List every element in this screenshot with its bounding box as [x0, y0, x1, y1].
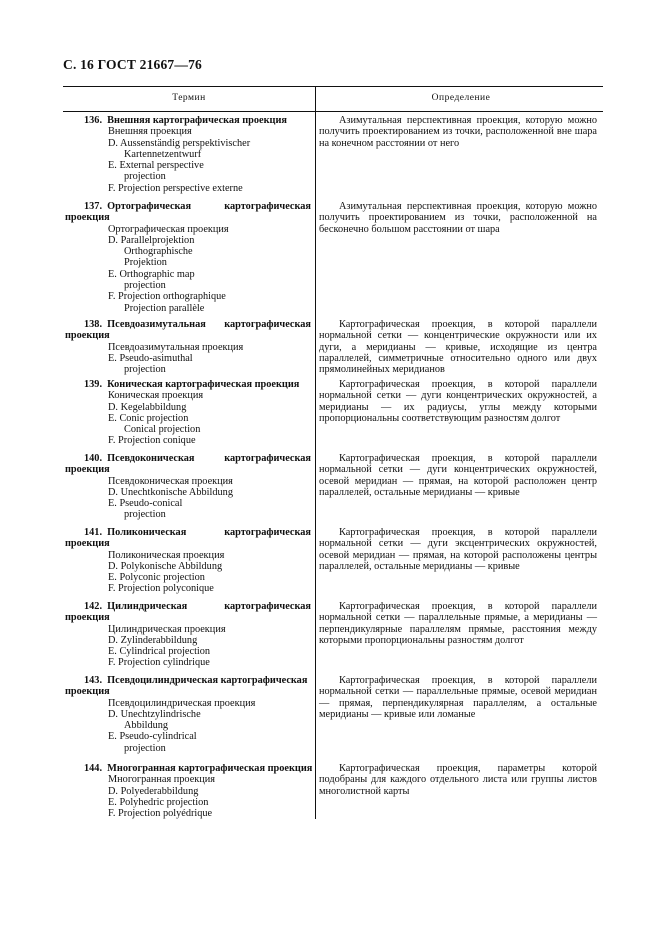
term-synonym-line: Внешняя проекция [108, 126, 192, 138]
term-title-part: 141. Поликоническая [84, 527, 187, 538]
definition-text: Картографическая проекция, в которой параллели нормальной сетки — параллельные прямые, а меридианы — перпендикулярные параллелям прямые, расстояния между которыми пропорциональны разностям долгот [319, 601, 597, 646]
term-column [65, 601, 311, 669]
term-synonym-line: Поликоническая проекция [108, 549, 225, 561]
definition-text: Азимутальная перспективная проекция, которую можно получить проектированием из точки, расположенной вне шара на конечном расстоянии от него [319, 115, 597, 149]
term-synonym-line: Projektion [124, 257, 167, 269]
term-title-part: 142. Цилиндрическая [84, 601, 188, 612]
term-column [65, 453, 311, 521]
term-title [65, 527, 311, 538]
table-header-rule [63, 111, 603, 112]
term-title [65, 453, 311, 464]
term-title-part: 138. Псевдоазимутальная [84, 319, 206, 330]
term-synonym-line: E. Polyconic projection [108, 572, 205, 584]
term-title: 144. Многогранная картографическая проекция [84, 763, 313, 774]
term-title [65, 201, 311, 212]
term-synonym-line: F. Projection polyédrique [108, 808, 213, 820]
definition-text: Картографическая проекция, в которой параллели нормальной сетки — дуги концентрических окружностей, а меридианы — их радиусы, углы между которыми пропорциональны соответствующим разностям долгот [319, 379, 597, 424]
term-synonym-line: D. Parallelprojektion [108, 234, 195, 246]
term-title-part: картографическая [224, 319, 311, 330]
term-title-part: картографическая [224, 527, 311, 538]
term-title-continuation: проекция [65, 464, 110, 476]
term-synonym-line: D. Unechtzylindrische [108, 708, 201, 720]
term-title: 139. Коническая картографическая проекция [84, 379, 300, 390]
term-synonym-line: D. Kegelabbildung [108, 401, 187, 413]
term-synonym-line: projection [124, 509, 166, 521]
term-synonym-line: projection [124, 364, 166, 376]
column-header-term: Термин [172, 93, 206, 103]
column-divider [315, 86, 316, 819]
definition-text: Картографическая проекция, параметры которой подобраны для каждого отдельного листа или группы листов многолистной карты [319, 763, 597, 797]
term-title-part: 140. Псевдоконическая [84, 453, 195, 464]
term-title-continuation: проекция [65, 612, 110, 624]
term-synonym-line: D. Unechtkonische Abbildung [108, 486, 233, 498]
term-synonym-line: Псевдоцилиндрическая проекция [108, 697, 256, 709]
term-synonym-line: F. Projection perspective externe [108, 182, 243, 194]
term-synonym-line: Orthographische [124, 246, 193, 258]
term-column [65, 675, 311, 754]
term-column [65, 115, 311, 194]
term-synonym-line: E. Pseudo-cylindrical [108, 731, 197, 743]
term-column [65, 763, 311, 819]
term-synonym-line: projection [124, 280, 166, 292]
definition-text: Картографическая проекция, в которой параллели нормальной сетки — дуги эксцентрических окружностей, осевой меридиан — прямая, на которой расположены центры параллелей, остальные меридианы — кривые [319, 527, 597, 572]
term-synonym-line: projection [124, 171, 166, 183]
term-synonym-line: Kartennetzentwurf [124, 148, 202, 160]
definition-text: Азимутальная перспективная проекция, которую можно получить проектированием из точки, расположенной на бесконечно большом расстоянии от шара [319, 201, 597, 235]
term-title-part: картографическая [224, 201, 311, 212]
term-synonym-line: Псевдоазимутальная проекция [108, 341, 244, 353]
definition-text: Картографическая проекция, в которой параллели нормальной сетки — параллельные прямые, осевой меридиан — прямая, перпендикулярная параллелям, а остальные меридианы — кривые или ломаные [319, 675, 597, 720]
definition-text: Картографическая проекция, в которой параллели нормальной сетки — концентрические окружности или их дуги, а меридианы — кривые, исходящие из центра параллелей, симметричные относительно одного или двух прямолинейных меридианов [319, 319, 597, 376]
term-synonym-line: Цилиндрическая проекция [108, 623, 226, 635]
term-synonym-line: D. Aussenständig perspektivischer [108, 137, 251, 149]
term-synonym-line: E. Pseudo-conical [108, 498, 183, 510]
term-synonym-line: F. Projection cylindrique [108, 657, 210, 669]
term-column [65, 201, 311, 314]
page-header: С. 16 ГОСТ 21667—76 [63, 57, 202, 72]
term-title-part: 137. Ортографическая [84, 201, 192, 212]
term-title: 143. Псевдоцилиндрическая картографическая [84, 675, 308, 686]
term-title-continuation: проекция [65, 686, 110, 698]
term-column [65, 319, 311, 375]
term-synonym-line: Ортографическая проекция [108, 223, 229, 235]
term-title-continuation: проекция [65, 212, 110, 224]
term-synonym-line: D. Zylinderabbildung [108, 634, 198, 646]
column-header-definition: Определение [431, 93, 491, 103]
term-synonym-line: Projection parallèle [124, 302, 205, 314]
term-title-continuation: проекция [65, 330, 110, 342]
table-top-rule [63, 86, 603, 87]
term-synonym-line: F. Projection polyconique [108, 583, 214, 595]
term-title-part: картографическая [224, 453, 311, 464]
term-column [65, 527, 311, 595]
term-synonym-line: E. Polyhedric projection [108, 796, 209, 808]
term-synonym-line: Псевдоконическая проекция [108, 475, 233, 487]
term-synonym-line: E. External perspective [108, 160, 204, 172]
term-synonym-line: E. Pseudo-asimuthal [108, 352, 193, 364]
term-title-continuation: проекция [65, 538, 110, 550]
term-column [65, 379, 311, 447]
term-synonym-line: D. Polykonische Abbildung [108, 560, 223, 572]
term-synonym-line: projection [124, 742, 166, 754]
term-synonym-line: E. Orthographic map [108, 268, 195, 280]
term-title: 136. Внешняя картографическая проекция [84, 115, 287, 126]
term-synonym-line: Многогранная проекция [108, 774, 216, 786]
definition-text: Картографическая проекция, в которой параллели нормальной сетки — дуги концентрических окружностей, осевой меридиан — прямая, на которой расположен центр параллелей, остальные меридианы — кривые [319, 453, 597, 498]
term-synonym-line: F. Projection orthographique [108, 291, 226, 303]
terms-table [63, 86, 603, 819]
term-title [65, 601, 311, 612]
term-synonym-line: E. Conic projection [108, 412, 189, 424]
term-synonym-line: F. Projection conique [108, 435, 196, 447]
term-synonym-line: Conical projection [124, 424, 201, 436]
term-synonym-line: D. Polyederabbildung [108, 785, 199, 797]
term-title-part: картографическая [224, 601, 311, 612]
term-synonym-line: Abbildung [124, 720, 169, 732]
term-synonym-line: E. Cylindrical projection [108, 646, 211, 658]
term-synonym-line: Коническая проекция [108, 390, 204, 402]
term-title [65, 319, 311, 330]
